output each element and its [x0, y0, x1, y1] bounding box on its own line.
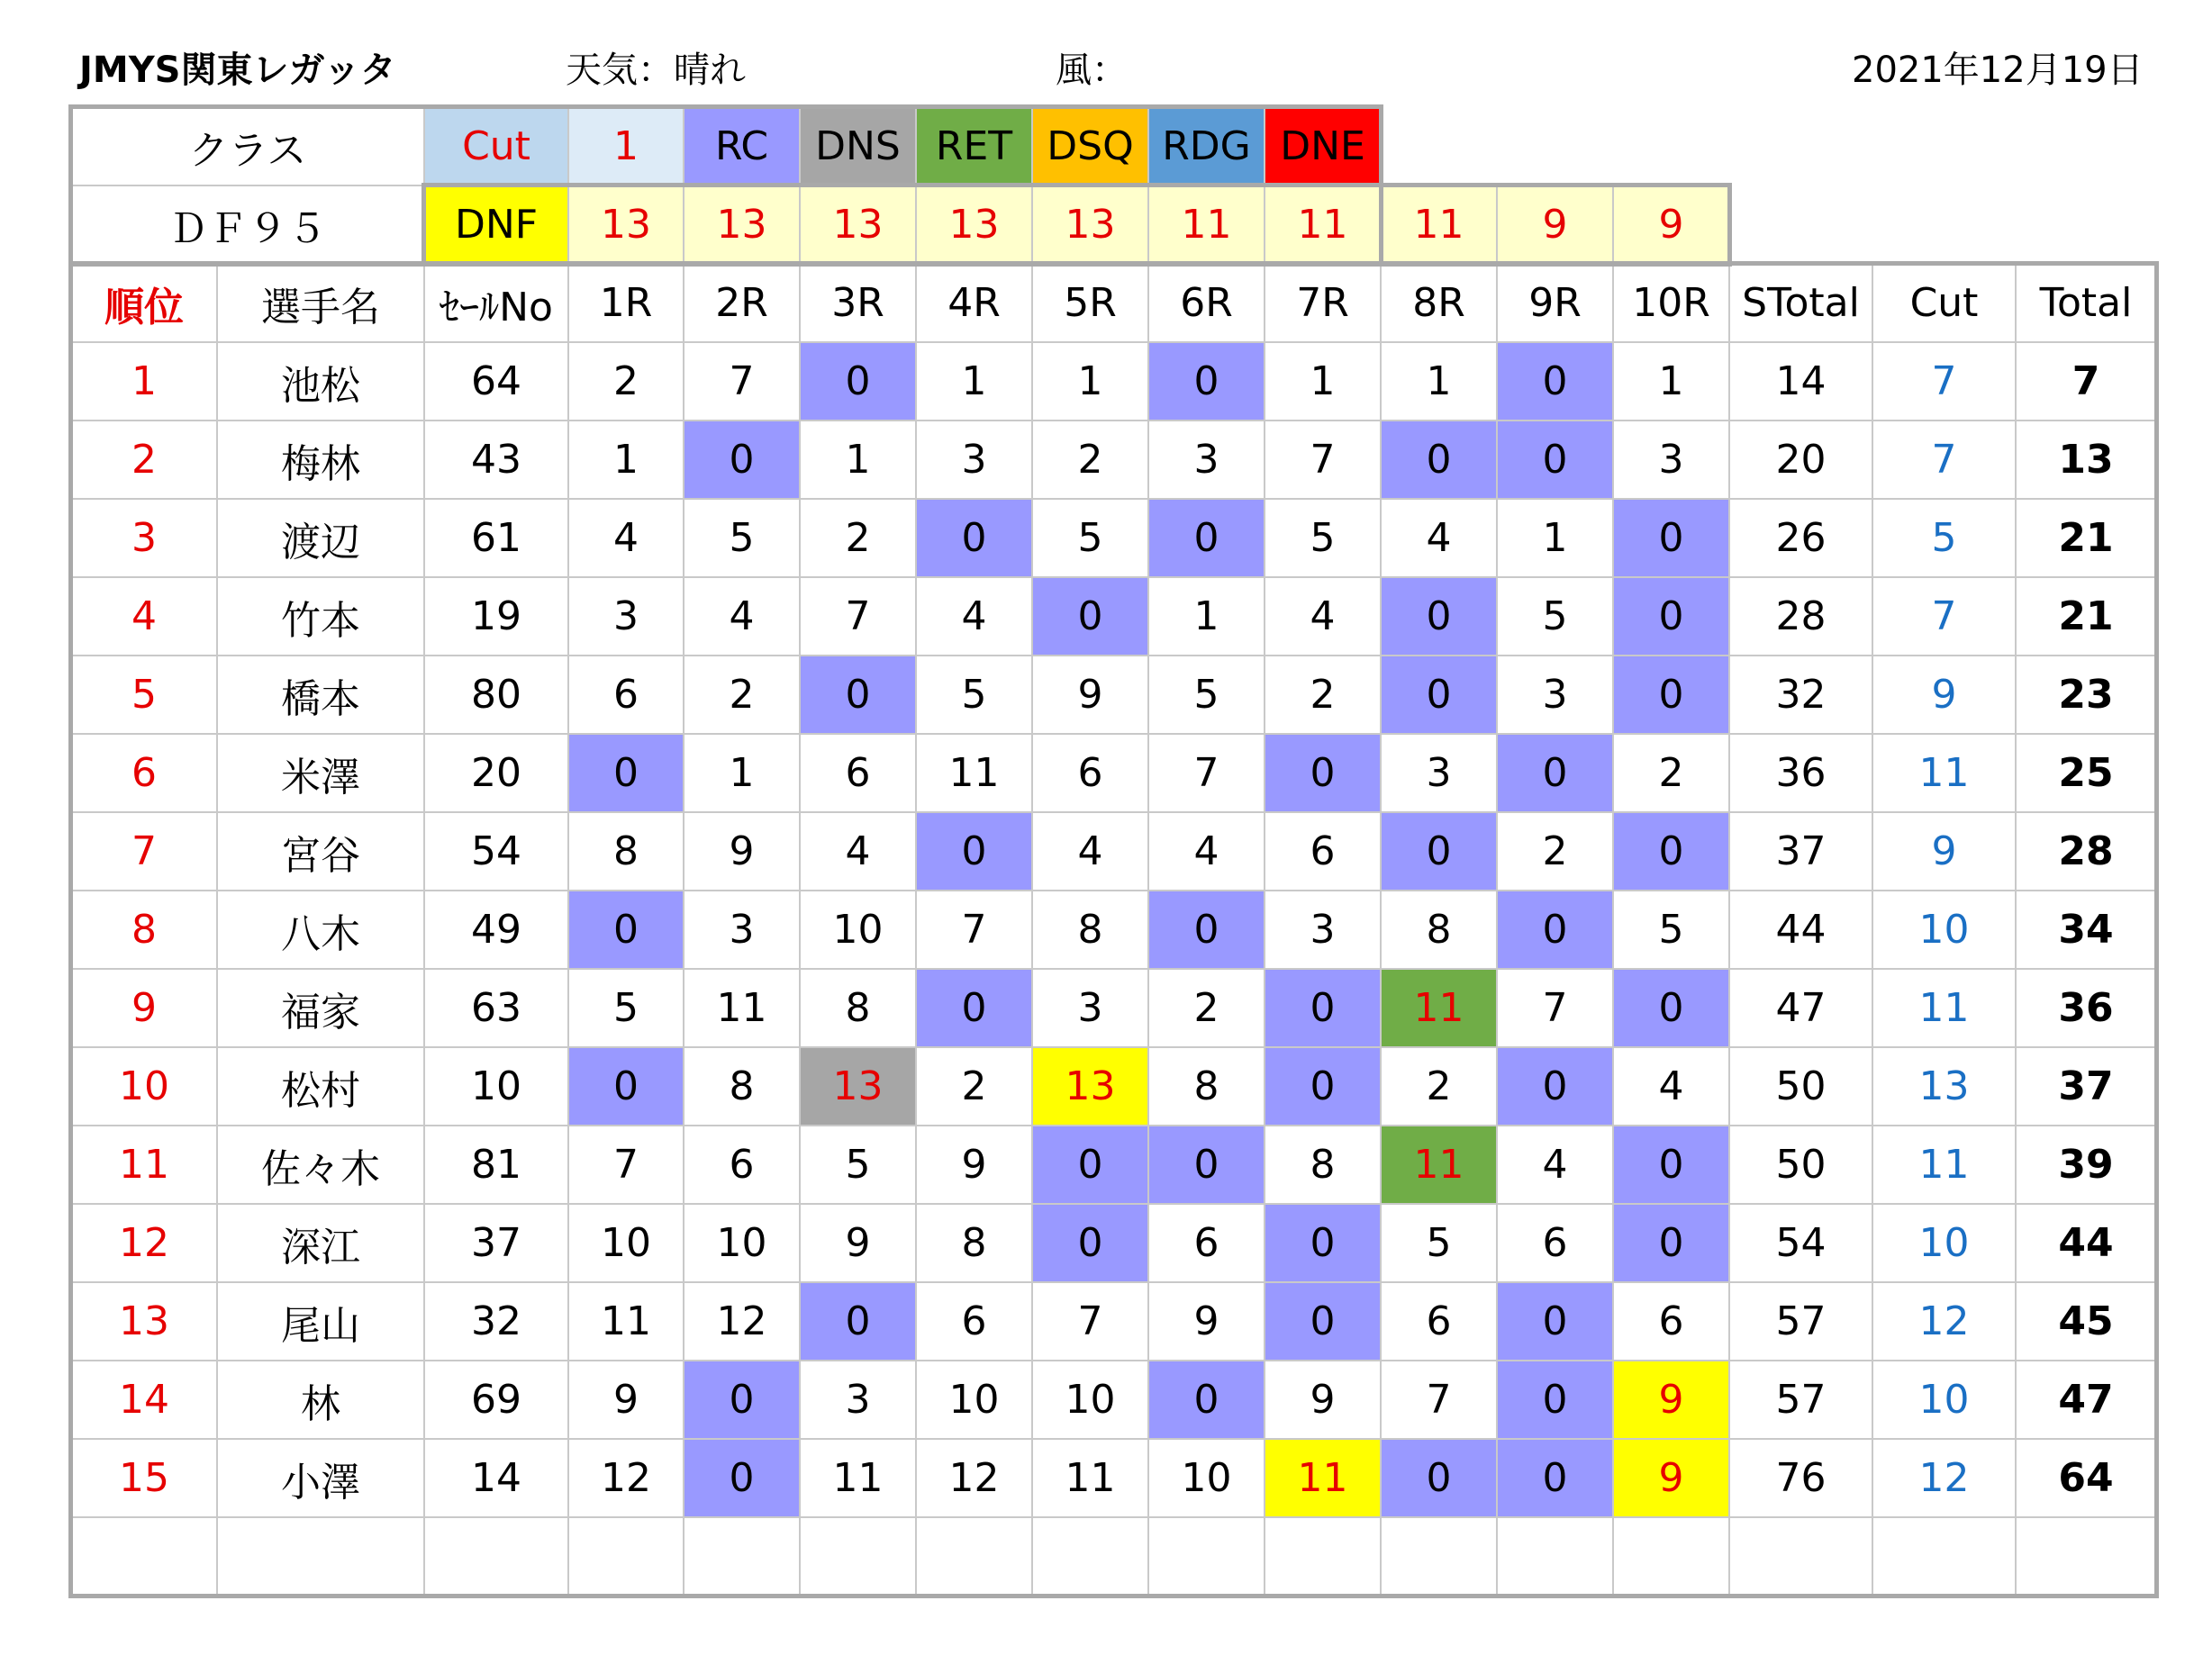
race-score-cell: 0	[915, 498, 1033, 578]
column-header: Cut	[1872, 263, 2017, 343]
rank-cell: 1	[70, 341, 218, 421]
empty-cell	[1264, 1516, 1382, 1596]
race-score-cell: 0	[1264, 1281, 1382, 1361]
cut-cell: 11	[1872, 968, 2017, 1048]
total-cell: 28	[2015, 811, 2157, 891]
sail-number-cell: 37	[423, 1203, 569, 1283]
empty-cell	[1612, 1516, 1730, 1596]
race-score-cell: 8	[567, 811, 684, 891]
race-score-cell: 4	[1496, 1125, 1614, 1205]
column-header: 7R	[1264, 263, 1382, 343]
race-score-cell: 6	[683, 1125, 801, 1205]
race-score-cell: 7	[1031, 1281, 1149, 1361]
race-score-cell: 3	[1612, 420, 1730, 500]
race-score-cell: 0	[1264, 1046, 1382, 1126]
race-score-cell: 4	[799, 811, 917, 891]
sailor-name-cell: 松村	[216, 1046, 425, 1126]
sailor-name-cell: 佐々木	[216, 1125, 425, 1205]
race-score-cell: 9	[1612, 1360, 1730, 1440]
race-score-cell: 0	[1147, 1125, 1265, 1205]
race-score-cell: 9	[567, 1360, 684, 1440]
rank-cell: 5	[70, 655, 218, 735]
race-score-cell: 2	[1496, 811, 1614, 891]
race-score-cell: 5	[683, 498, 801, 578]
race-score-cell: 3	[915, 420, 1033, 500]
stotal-cell: 50	[1728, 1046, 1873, 1126]
total-cell: 7	[2015, 341, 2157, 421]
stotal-cell: 28	[1728, 576, 1873, 656]
race-score-cell: 1	[683, 733, 801, 813]
legend-race-entries: 11	[1264, 185, 1382, 265]
sail-number-cell: 32	[423, 1281, 569, 1361]
race-score-cell: 0	[567, 890, 684, 970]
total-cell: 13	[2015, 420, 2157, 500]
class-name: ＤＦ９５	[70, 185, 425, 265]
race-score-cell: 4	[1264, 576, 1382, 656]
total-cell: 21	[2015, 576, 2157, 656]
race-score-cell: 0	[1496, 733, 1614, 813]
sailor-name-cell: 尾山	[216, 1281, 425, 1361]
race-score-cell: 11	[1380, 968, 1498, 1048]
race-score-cell: 0	[1612, 576, 1730, 656]
column-header: STotal	[1728, 263, 1873, 343]
race-score-cell: 8	[1031, 890, 1149, 970]
legend-code-dns: DNS	[799, 106, 917, 186]
total-cell: 34	[2015, 890, 2157, 970]
cut-cell: 10	[1872, 1360, 2017, 1440]
column-header: 3R	[799, 263, 917, 343]
race-score-cell: 10	[683, 1203, 801, 1283]
rank-cell: 8	[70, 890, 218, 970]
column-header: 4R	[915, 263, 1033, 343]
empty-cell	[1147, 1516, 1265, 1596]
race-score-cell: 4	[1612, 1046, 1730, 1126]
race-score-cell: 7	[567, 1125, 684, 1205]
column-header: 選手名	[216, 263, 425, 343]
empty-cell	[423, 1516, 569, 1596]
total-cell: 47	[2015, 1360, 2157, 1440]
total-cell: 25	[2015, 733, 2157, 813]
race-score-cell: 0	[1147, 890, 1265, 970]
race-score-cell: 12	[915, 1438, 1033, 1518]
race-score-cell: 12	[683, 1281, 801, 1361]
cut-cell: 7	[1872, 341, 2017, 421]
total-cell: 64	[2015, 1438, 2157, 1518]
sailor-name-cell: 橋本	[216, 655, 425, 735]
legend-race-entries: 11	[1380, 185, 1498, 265]
race-score-cell: 7	[1380, 1360, 1498, 1440]
legend-code-rdg: RDG	[1147, 106, 1265, 186]
race-score-cell: 3	[683, 890, 801, 970]
rank-cell: 4	[70, 576, 218, 656]
race-score-cell: 0	[1496, 341, 1614, 421]
cut-cell: 11	[1872, 733, 2017, 813]
race-score-cell: 3	[1496, 655, 1614, 735]
column-header: ｾｰﾙNo	[423, 263, 569, 343]
stotal-cell: 37	[1728, 811, 1873, 891]
race-score-cell: 2	[1031, 420, 1149, 500]
sail-number-cell: 20	[423, 733, 569, 813]
cut-cell: 11	[1872, 1125, 2017, 1205]
cut-cell: 13	[1872, 1046, 2017, 1126]
cut-cell: 9	[1872, 811, 2017, 891]
race-score-cell: 9	[799, 1203, 917, 1283]
race-score-cell: 8	[1264, 1125, 1382, 1205]
legend-race-entries: 13	[567, 185, 684, 265]
race-score-cell: 1	[1380, 341, 1498, 421]
stotal-cell: 14	[1728, 341, 1873, 421]
regatta-title: JMYS関東レガッタ	[79, 50, 396, 91]
race-date: 2021年12月19日	[1852, 50, 2144, 91]
race-score-cell: 3	[1031, 968, 1149, 1048]
class-label: クラス	[70, 106, 425, 186]
sail-number-cell: 54	[423, 811, 569, 891]
race-score-cell: 0	[567, 1046, 684, 1126]
race-score-cell: 5	[1147, 655, 1265, 735]
sailor-name-cell: 小澤	[216, 1438, 425, 1518]
race-score-cell: 6	[1031, 733, 1149, 813]
stotal-cell: 20	[1728, 420, 1873, 500]
race-score-cell: 7	[915, 890, 1033, 970]
rank-cell: 2	[70, 420, 218, 500]
race-score-cell: 0	[1496, 1281, 1614, 1361]
race-score-cell: 12	[567, 1438, 684, 1518]
race-score-cell: 8	[799, 968, 917, 1048]
race-score-cell: 9	[915, 1125, 1033, 1205]
race-score-cell: 2	[1612, 733, 1730, 813]
race-score-cell: 5	[567, 968, 684, 1048]
race-score-cell: 7	[1264, 420, 1382, 500]
legend-code-ret: RET	[915, 106, 1033, 186]
legend-code-1: 1	[567, 106, 684, 186]
sail-number-cell: 14	[423, 1438, 569, 1518]
race-score-cell: 4	[1031, 811, 1149, 891]
race-score-cell: 1	[1264, 341, 1382, 421]
race-score-cell: 6	[915, 1281, 1033, 1361]
race-score-cell: 5	[1264, 498, 1382, 578]
stotal-cell: 50	[1728, 1125, 1873, 1205]
race-score-cell: 1	[1031, 341, 1149, 421]
race-score-cell: 0	[1612, 1125, 1730, 1205]
race-score-cell: 9	[1612, 1438, 1730, 1518]
race-score-cell: 5	[915, 655, 1033, 735]
race-score-cell: 5	[1380, 1203, 1498, 1283]
race-score-cell: 5	[1031, 498, 1149, 578]
sailor-name-cell: 渡辺	[216, 498, 425, 578]
cut-cell: 10	[1872, 1203, 2017, 1283]
empty-cell	[1728, 1516, 1873, 1596]
empty-cell	[216, 1516, 425, 1596]
sailor-name-cell: 八木	[216, 890, 425, 970]
race-score-cell: 8	[1380, 890, 1498, 970]
race-score-cell: 4	[1147, 811, 1265, 891]
race-score-cell: 0	[1612, 1203, 1730, 1283]
race-score-cell: 13	[799, 1046, 917, 1126]
cut-cell: 7	[1872, 576, 2017, 656]
race-score-cell: 0	[1380, 1438, 1498, 1518]
column-header: 8R	[1380, 263, 1498, 343]
race-score-cell: 2	[683, 655, 801, 735]
race-score-cell: 11	[1264, 1438, 1382, 1518]
race-score-cell: 1	[1612, 341, 1730, 421]
race-score-cell: 4	[915, 576, 1033, 656]
total-cell: 44	[2015, 1203, 2157, 1283]
race-score-cell: 8	[915, 1203, 1033, 1283]
race-score-cell: 2	[567, 341, 684, 421]
race-score-cell: 8	[683, 1046, 801, 1126]
empty-cell	[1031, 1516, 1149, 1596]
race-score-cell: 11	[915, 733, 1033, 813]
legend-code-dsq: DSQ	[1031, 106, 1149, 186]
race-score-cell: 0	[683, 1438, 801, 1518]
sail-number-cell: 63	[423, 968, 569, 1048]
cut-cell: 5	[1872, 498, 2017, 578]
legend-race-entries: 13	[799, 185, 917, 265]
race-score-cell: 0	[1264, 968, 1382, 1048]
race-score-cell: 9	[1264, 1360, 1382, 1440]
sailor-name-cell: 池松	[216, 341, 425, 421]
race-score-cell: 0	[1496, 1360, 1614, 1440]
race-score-cell: 11	[567, 1281, 684, 1361]
legend-race-entries: 9	[1496, 185, 1614, 265]
race-score-cell: 2	[1147, 968, 1265, 1048]
race-score-cell: 1	[799, 420, 917, 500]
stotal-cell: 26	[1728, 498, 1873, 578]
race-score-cell: 3	[799, 1360, 917, 1440]
race-score-cell: 1	[915, 341, 1033, 421]
race-score-cell: 0	[1147, 498, 1265, 578]
race-score-cell: 2	[915, 1046, 1033, 1126]
rank-cell: 11	[70, 1125, 218, 1205]
race-score-cell: 1	[567, 420, 684, 500]
race-score-cell: 6	[1612, 1281, 1730, 1361]
race-score-cell: 4	[567, 498, 684, 578]
race-score-cell: 0	[1496, 890, 1614, 970]
race-score-cell: 0	[1031, 1125, 1149, 1205]
sail-number-cell: 19	[423, 576, 569, 656]
sail-number-cell: 81	[423, 1125, 569, 1205]
rank-cell: 15	[70, 1438, 218, 1518]
column-header: 9R	[1496, 263, 1614, 343]
rank-cell: 13	[70, 1281, 218, 1361]
race-score-cell: 10	[1147, 1438, 1265, 1518]
sail-number-cell: 64	[423, 341, 569, 421]
empty-cell	[915, 1516, 1033, 1596]
race-score-cell: 8	[1147, 1046, 1265, 1126]
race-score-cell: 0	[1031, 1203, 1149, 1283]
sailor-name-cell: 深江	[216, 1203, 425, 1283]
legend-code-dnf: DNF	[423, 185, 569, 265]
cut-cell: 12	[1872, 1438, 2017, 1518]
sailor-name-cell: 林	[216, 1360, 425, 1440]
total-cell: 39	[2015, 1125, 2157, 1205]
stotal-cell: 57	[1728, 1360, 1873, 1440]
sail-number-cell: 61	[423, 498, 569, 578]
race-score-cell: 6	[1496, 1203, 1614, 1283]
empty-cell	[683, 1516, 801, 1596]
empty-cell	[1872, 1516, 2017, 1596]
race-score-cell: 0	[1496, 1438, 1614, 1518]
cut-cell: 7	[1872, 420, 2017, 500]
sail-number-cell: 69	[423, 1360, 569, 1440]
race-score-cell: 11	[799, 1438, 917, 1518]
race-score-cell: 1	[1147, 576, 1265, 656]
rank-cell: 3	[70, 498, 218, 578]
race-score-cell: 0	[1264, 1203, 1382, 1283]
total-cell: 36	[2015, 968, 2157, 1048]
sail-number-cell: 10	[423, 1046, 569, 1126]
race-score-cell: 5	[1496, 576, 1614, 656]
race-score-cell: 0	[1147, 341, 1265, 421]
race-score-cell: 0	[799, 341, 917, 421]
race-score-cell: 0	[1612, 498, 1730, 578]
stotal-cell: 76	[1728, 1438, 1873, 1518]
race-score-cell: 11	[1380, 1125, 1498, 1205]
rank-cell: 6	[70, 733, 218, 813]
legend-race-entries: 13	[1031, 185, 1149, 265]
sail-number-cell: 80	[423, 655, 569, 735]
stotal-cell: 54	[1728, 1203, 1873, 1283]
weather-label: 天気：晴れ	[566, 50, 746, 91]
race-score-cell: 10	[567, 1203, 684, 1283]
race-score-cell: 0	[567, 733, 684, 813]
cut-cell: 10	[1872, 890, 2017, 970]
race-score-cell: 7	[1147, 733, 1265, 813]
empty-cell	[1380, 1516, 1498, 1596]
empty-cell	[70, 1516, 218, 1596]
race-score-cell: 0	[1031, 576, 1149, 656]
legend-code-dne: DNE	[1264, 106, 1382, 186]
race-score-cell: 3	[1380, 733, 1498, 813]
sailor-name-cell: 宮谷	[216, 811, 425, 891]
stotal-cell: 57	[1728, 1281, 1873, 1361]
race-score-cell: 4	[1380, 498, 1498, 578]
stotal-cell: 32	[1728, 655, 1873, 735]
race-score-cell: 0	[1496, 1046, 1614, 1126]
rank-cell: 9	[70, 968, 218, 1048]
legend-code-cut: Cut	[423, 106, 569, 186]
race-score-cell: 0	[915, 968, 1033, 1048]
column-header: 10R	[1612, 263, 1730, 343]
legend-code-rc: RC	[683, 106, 801, 186]
race-score-cell: 0	[1496, 420, 1614, 500]
total-cell: 21	[2015, 498, 2157, 578]
rank-cell: 7	[70, 811, 218, 891]
race-score-cell: 6	[1264, 811, 1382, 891]
total-cell: 45	[2015, 1281, 2157, 1361]
race-score-cell: 0	[1264, 733, 1382, 813]
race-score-cell: 10	[915, 1360, 1033, 1440]
race-score-cell: 7	[1496, 968, 1614, 1048]
race-score-cell: 2	[799, 498, 917, 578]
sailor-name-cell: 梅林	[216, 420, 425, 500]
race-score-cell: 11	[1031, 1438, 1149, 1518]
race-score-cell: 3	[1147, 420, 1265, 500]
race-score-cell: 4	[683, 576, 801, 656]
sailor-name-cell: 福家	[216, 968, 425, 1048]
race-score-cell: 1	[1496, 498, 1614, 578]
race-score-cell: 6	[1380, 1281, 1498, 1361]
sailor-name-cell: 米澤	[216, 733, 425, 813]
rank-cell: 14	[70, 1360, 218, 1440]
column-header: 6R	[1147, 263, 1265, 343]
race-score-cell: 7	[799, 576, 917, 656]
stotal-cell: 47	[1728, 968, 1873, 1048]
race-score-cell: 10	[1031, 1360, 1149, 1440]
legend-race-entries: 13	[915, 185, 1033, 265]
empty-cell	[799, 1516, 917, 1596]
race-score-cell: 2	[1380, 1046, 1498, 1126]
race-score-cell: 13	[1031, 1046, 1149, 1126]
race-score-cell: 5	[799, 1125, 917, 1205]
wind-label: 風：	[1056, 50, 1128, 91]
column-header: 1R	[567, 263, 684, 343]
sailor-name-cell: 竹本	[216, 576, 425, 656]
race-score-cell: 11	[683, 968, 801, 1048]
stotal-cell: 44	[1728, 890, 1873, 970]
race-score-cell: 6	[799, 733, 917, 813]
race-score-cell: 0	[1612, 811, 1730, 891]
race-score-cell: 0	[683, 420, 801, 500]
column-header: 2R	[683, 263, 801, 343]
race-score-cell: 0	[915, 811, 1033, 891]
legend-race-entries: 13	[683, 185, 801, 265]
column-header: Total	[2015, 263, 2157, 343]
race-score-cell: 6	[567, 655, 684, 735]
total-cell: 23	[2015, 655, 2157, 735]
race-score-cell: 0	[1380, 420, 1498, 500]
race-score-cell: 0	[1612, 655, 1730, 735]
empty-cell	[2015, 1516, 2157, 1596]
race-score-cell: 6	[1147, 1203, 1265, 1283]
cut-cell: 12	[1872, 1281, 2017, 1361]
empty-cell	[1496, 1516, 1614, 1596]
race-score-cell: 0	[1380, 655, 1498, 735]
total-cell: 37	[2015, 1046, 2157, 1126]
column-header: 5R	[1031, 263, 1149, 343]
race-score-cell: 0	[799, 1281, 917, 1361]
race-score-cell: 7	[683, 341, 801, 421]
race-score-cell: 0	[799, 655, 917, 735]
cut-cell: 9	[1872, 655, 2017, 735]
race-score-cell: 0	[1612, 968, 1730, 1048]
empty-cell	[567, 1516, 684, 1596]
race-score-cell: 0	[1147, 1360, 1265, 1440]
sail-number-cell: 49	[423, 890, 569, 970]
race-score-cell: 3	[1264, 890, 1382, 970]
legend-race-entries: 11	[1147, 185, 1265, 265]
legend-race-entries: 9	[1612, 185, 1730, 265]
race-score-cell: 10	[799, 890, 917, 970]
rank-cell: 12	[70, 1203, 218, 1283]
rank-cell: 10	[70, 1046, 218, 1126]
race-score-cell: 0	[683, 1360, 801, 1440]
race-score-cell: 9	[1031, 655, 1149, 735]
race-score-cell: 0	[1380, 811, 1498, 891]
sail-number-cell: 43	[423, 420, 569, 500]
column-header: 順位	[70, 263, 218, 343]
race-score-cell: 3	[567, 576, 684, 656]
race-score-cell: 5	[1612, 890, 1730, 970]
race-score-cell: 2	[1264, 655, 1382, 735]
stotal-cell: 36	[1728, 733, 1873, 813]
race-score-cell: 9	[683, 811, 801, 891]
race-score-cell: 0	[1380, 576, 1498, 656]
race-score-cell: 9	[1147, 1281, 1265, 1361]
